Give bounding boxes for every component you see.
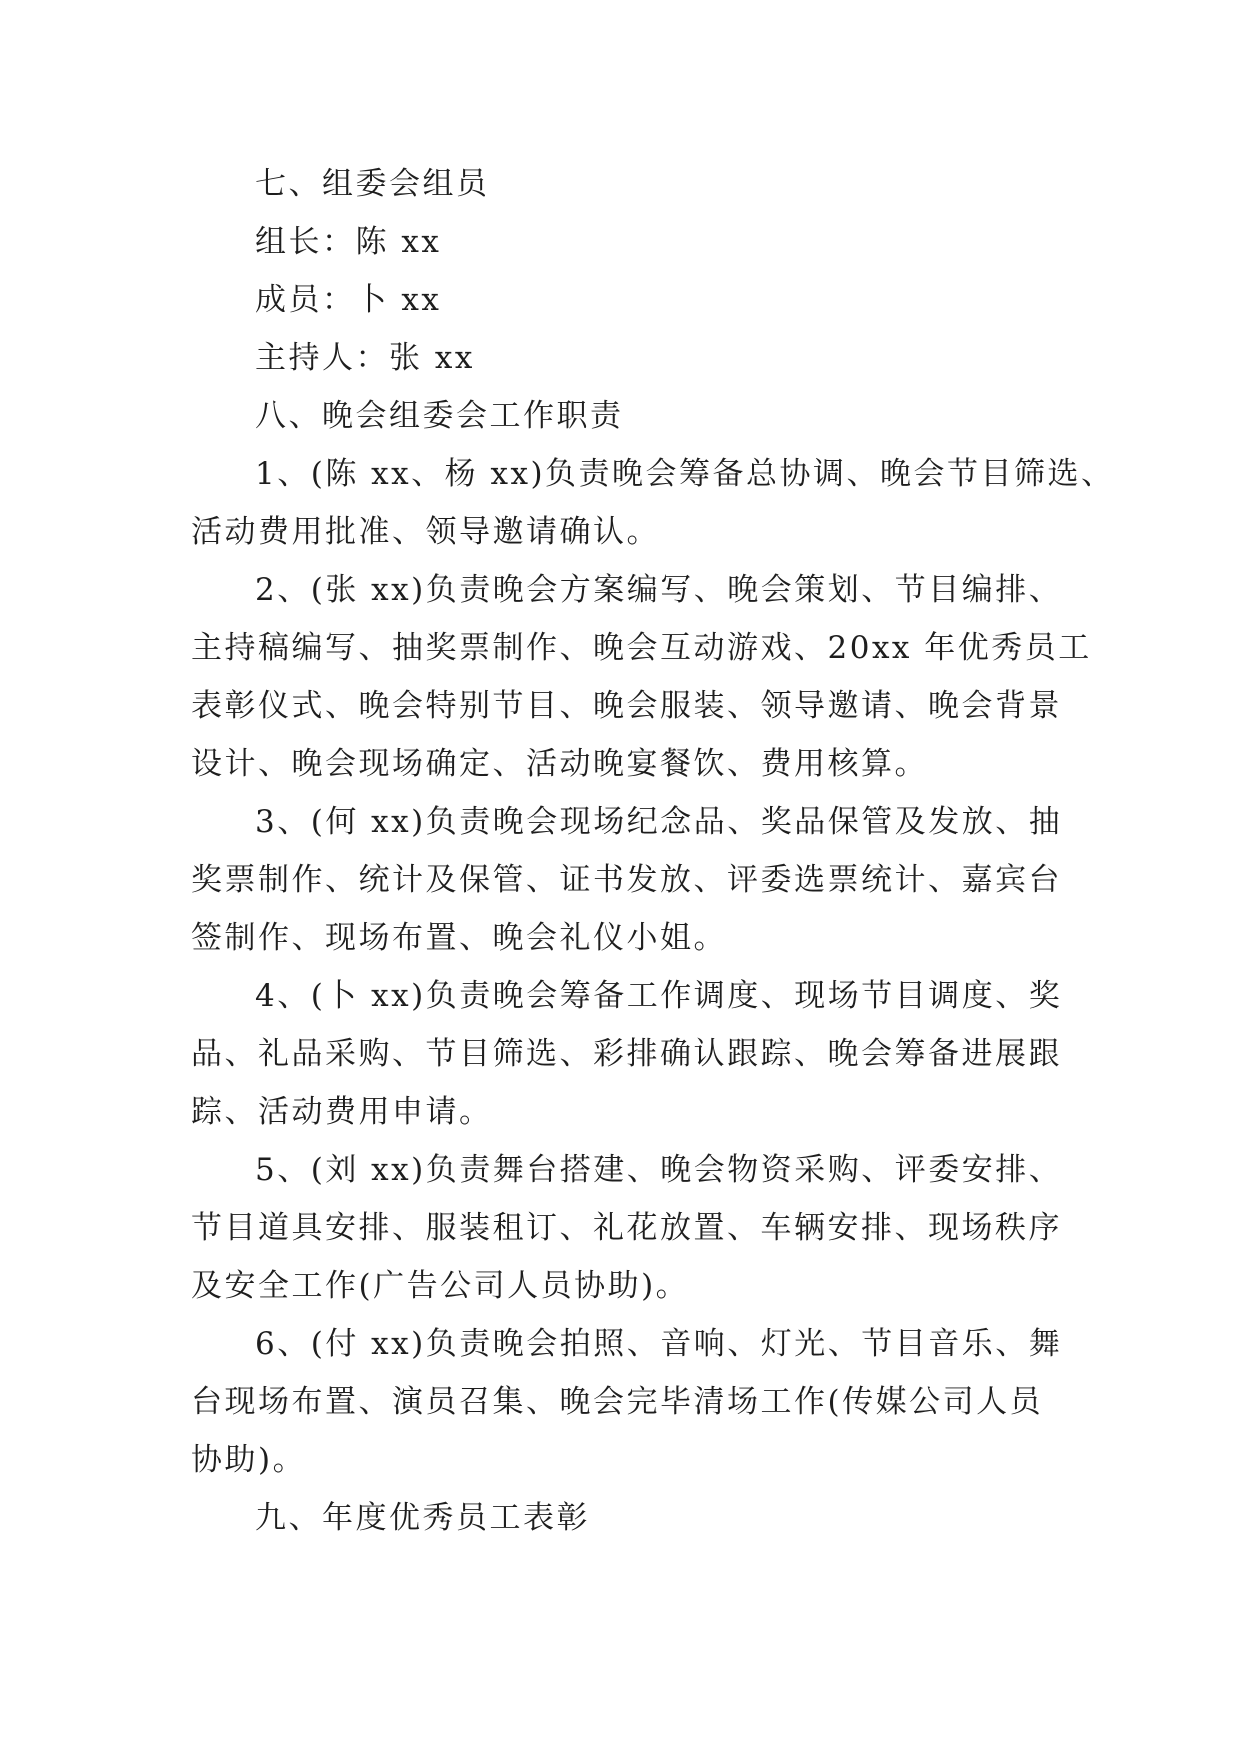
duty-line: 签制作、现场布置、晚会礼仪小姐。 — [191, 920, 727, 956]
duty-line: 主持稿编写、抽奖票制作、晚会互动游戏、20xx 年优秀员工 — [191, 630, 1092, 666]
duty-item-2 — [191, 561, 1092, 793]
duty-line: 表彰仪式、晚会特别节目、晚会服装、领导邀请、晚会背景 — [191, 688, 1062, 724]
duty-line: 节目道具安排、服装租订、礼花放置、车辆安排、现场秩序 — [191, 1210, 1062, 1246]
duty-line: 活动费用批准、领导邀请确认。 — [191, 514, 660, 550]
duty-item-3 — [191, 793, 1063, 967]
document-body — [191, 155, 1115, 1547]
duty-line: 6、(付 xx)负责晚会拍照、音响、灯光、节目音乐、舞 — [255, 1326, 1063, 1362]
duty-item-4 — [191, 967, 1063, 1141]
section-heading-8: 八、晚会组委会工作职责 — [255, 398, 624, 434]
duty-line: 踪、活动费用申请。 — [191, 1094, 493, 1130]
duty-line: 奖票制作、统计及保管、证书发放、评委选票统计、嘉宾台 — [191, 862, 1062, 898]
duty-line: 4、(卜 xx)负责晚会筹备工作调度、现场节目调度、奖 — [255, 978, 1063, 1014]
duty-item-6 — [191, 1315, 1063, 1489]
duty-line: 设计、晚会现场确定、活动晚宴餐饮、费用核算。 — [191, 746, 928, 782]
duty-line: 1、(陈 xx、杨 xx)负责晚会筹备总协调、晚会节目筛选、 — [255, 456, 1115, 492]
member-line: 成员：卜 xx — [255, 282, 442, 318]
leader-line: 组长：陈 xx — [255, 224, 442, 260]
duty-line: 品、礼品采购、节目筛选、彩排确认跟踪、晚会筹备进展跟 — [191, 1036, 1062, 1072]
host-line: 主持人：张 xx — [255, 340, 475, 376]
duty-line: 及安全工作(广告公司人员协助)。 — [191, 1268, 690, 1304]
duty-item-1 — [191, 445, 1115, 561]
section-heading-9: 九、年度优秀员工表彰 — [255, 1500, 590, 1536]
duty-line: 3、(何 xx)负责晚会现场纪念品、奖品保管及发放、抽 — [255, 804, 1063, 840]
section-heading-7: 七、组委会组员 — [255, 166, 490, 202]
duty-line: 协助)。 — [191, 1442, 307, 1478]
duty-line: 5、(刘 xx)负责舞台搭建、晚会物资采购、评委安排、 — [255, 1152, 1063, 1188]
duty-item-5 — [191, 1141, 1063, 1315]
duty-line: 台现场布置、演员召集、晚会完毕清场工作(传媒公司人员 — [191, 1384, 1044, 1420]
duty-line: 2、(张 xx)负责晚会方案编写、晚会策划、节目编排、 — [255, 572, 1063, 608]
